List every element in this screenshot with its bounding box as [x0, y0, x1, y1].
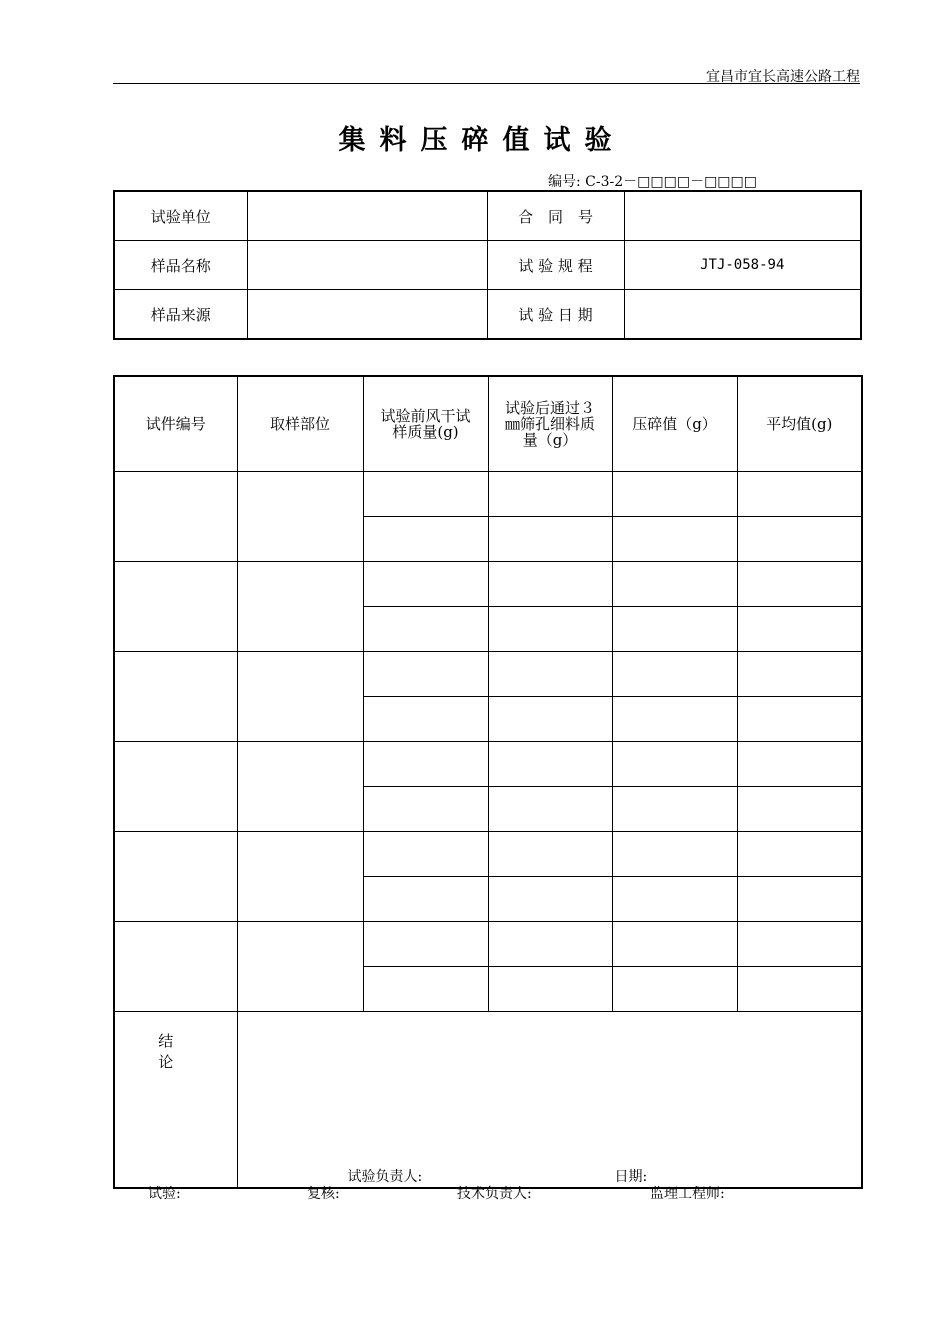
mass-passing-cell[interactable] [488, 922, 612, 967]
date-label: 试 验 日 期 [487, 290, 624, 340]
location-cell[interactable] [237, 922, 363, 1012]
info-row [114, 241, 861, 290]
conclusion-row [114, 1012, 862, 1189]
info-table [113, 190, 862, 340]
mass-passing-cell[interactable] [488, 517, 612, 562]
results-table [113, 375, 863, 1189]
specimen-cell[interactable] [114, 652, 237, 742]
mass-before-cell[interactable] [363, 877, 488, 922]
mass-before-cell[interactable] [363, 922, 488, 967]
location-cell[interactable] [237, 832, 363, 922]
date-value[interactable] [624, 290, 861, 340]
conclusion-content[interactable] [237, 1012, 862, 1189]
crush-value-cell[interactable] [612, 562, 737, 607]
specimen-cell[interactable] [114, 562, 237, 652]
mass-before-cell[interactable] [363, 472, 488, 517]
info-row [114, 191, 861, 241]
col-header-average: 平均值(g) [737, 376, 862, 472]
average-cell[interactable] [737, 517, 862, 562]
footer-tester: 试验: [148, 1186, 181, 1202]
mass-before-cell[interactable] [363, 607, 488, 652]
mass-before-cell[interactable] [363, 742, 488, 787]
mass-passing-cell[interactable] [488, 877, 612, 922]
average-cell[interactable] [737, 697, 862, 742]
mass-before-cell[interactable] [363, 787, 488, 832]
table-row [114, 922, 862, 967]
crush-value-cell[interactable] [612, 832, 737, 877]
mass-passing-cell[interactable] [488, 562, 612, 607]
average-cell[interactable] [737, 877, 862, 922]
col-header-crush-value: 压碎值（g） [612, 376, 737, 472]
mass-before-cell[interactable] [363, 697, 488, 742]
spec-value[interactable]: JTJ-058-94 [624, 241, 861, 290]
crush-value-cell[interactable] [612, 607, 737, 652]
spec-label: 试 验 规 程 [487, 241, 624, 290]
average-cell[interactable] [737, 652, 862, 697]
unit-value[interactable] [247, 191, 487, 241]
average-cell[interactable] [737, 742, 862, 787]
conclusion-label: 结论 [158, 1032, 214, 1071]
col-header-specimen: 试件编号 [114, 376, 237, 472]
table-row [114, 472, 862, 517]
table-row [114, 562, 862, 607]
table-row [114, 652, 862, 697]
location-cell[interactable] [237, 742, 363, 832]
mass-before-cell[interactable] [363, 832, 488, 877]
location-cell[interactable] [237, 472, 363, 562]
specimen-cell[interactable] [114, 832, 237, 922]
contract-value[interactable] [624, 191, 861, 241]
col-header-mass-before: 试验前风干试样质量(g) [363, 376, 488, 472]
mass-before-cell[interactable] [363, 562, 488, 607]
mass-passing-cell[interactable] [488, 832, 612, 877]
mass-passing-cell[interactable] [488, 787, 612, 832]
crush-value-cell[interactable] [612, 922, 737, 967]
average-cell[interactable] [737, 787, 862, 832]
average-cell[interactable] [737, 922, 862, 967]
crush-value-cell[interactable] [612, 877, 737, 922]
conclusion-label-cell [114, 1012, 237, 1189]
mass-before-cell[interactable] [363, 517, 488, 562]
col-header-location: 取样部位 [237, 376, 363, 472]
header-divider [113, 83, 860, 84]
location-cell[interactable] [237, 652, 363, 742]
mass-passing-cell[interactable] [488, 742, 612, 787]
table-row [114, 832, 862, 877]
location-cell[interactable] [237, 562, 363, 652]
mass-before-cell[interactable] [363, 652, 488, 697]
form-code: 编号: C-3-2－□□□□－□□□□ [548, 174, 757, 190]
unit-label: 试验单位 [114, 191, 247, 241]
crush-value-cell[interactable] [612, 787, 737, 832]
crush-value-cell[interactable] [612, 742, 737, 787]
crush-value-cell[interactable] [612, 517, 737, 562]
average-cell[interactable] [737, 832, 862, 877]
crush-value-cell[interactable] [612, 967, 737, 1012]
header-org: 宜昌市宜长高速公路工程 [706, 69, 860, 85]
test-responsible-label: 试验负责人: [347, 1169, 423, 1185]
page-title: 集料压碎值试验 [338, 125, 626, 156]
sample-name-label: 样品名称 [114, 241, 247, 290]
average-cell[interactable] [737, 607, 862, 652]
info-row [114, 290, 861, 340]
header-row [114, 376, 862, 472]
specimen-cell[interactable] [114, 742, 237, 832]
mass-passing-cell[interactable] [488, 652, 612, 697]
table-row [114, 742, 862, 787]
mass-before-cell[interactable] [363, 967, 488, 1012]
col-header-mass-passing: 试验后通过３㎜筛孔细料质量（g） [488, 376, 612, 472]
average-cell[interactable] [737, 562, 862, 607]
sample-name-value[interactable] [247, 241, 487, 290]
specimen-cell[interactable] [114, 472, 237, 562]
footer-supervisor: 监理工程师: [650, 1186, 725, 1202]
mass-passing-cell[interactable] [488, 697, 612, 742]
average-cell[interactable] [737, 967, 862, 1012]
mass-passing-cell[interactable] [488, 967, 612, 1012]
mass-passing-cell[interactable] [488, 472, 612, 517]
conclusion-date-label: 日期: [614, 1169, 648, 1185]
crush-value-cell[interactable] [612, 697, 737, 742]
source-label: 样品来源 [114, 290, 247, 340]
source-value[interactable] [247, 290, 487, 340]
contract-label: 合 同 号 [487, 191, 624, 241]
specimen-cell[interactable] [114, 922, 237, 1012]
crush-value-cell[interactable] [612, 472, 737, 517]
crush-value-cell[interactable] [612, 652, 737, 697]
average-cell[interactable] [737, 472, 862, 517]
footer-reviewer: 复核: [307, 1186, 340, 1202]
mass-passing-cell[interactable] [488, 607, 612, 652]
footer-tech-lead: 技术负责人: [457, 1186, 532, 1202]
